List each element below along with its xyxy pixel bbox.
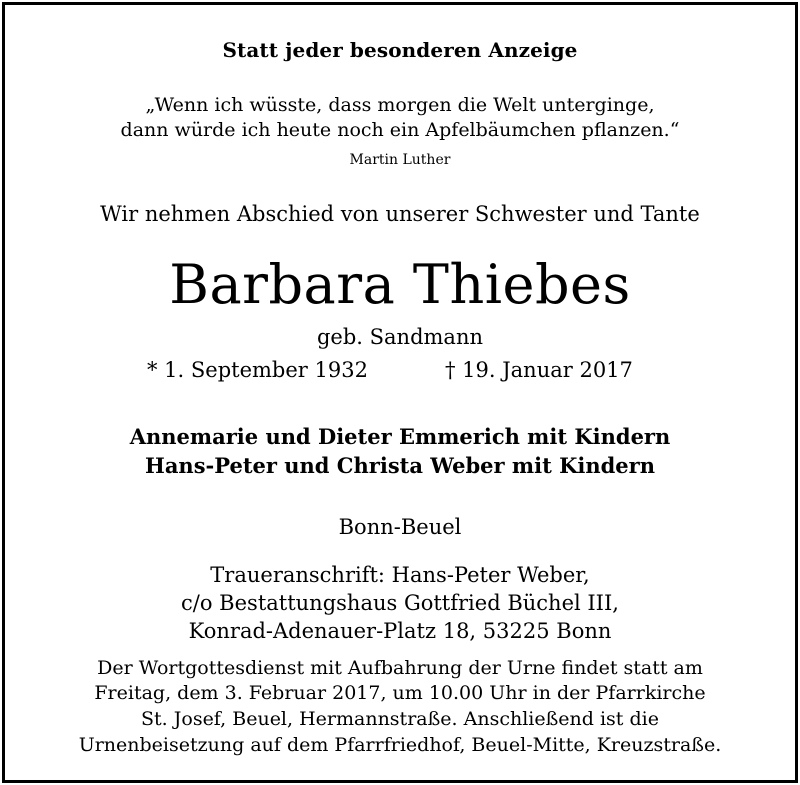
place-name: Bonn-Beuel: [338, 515, 462, 539]
birth-date: * 1. September 1932: [147, 358, 368, 382]
service-info-line: St. Josef, Beuel, Hermannstraße. Anschließend ist die: [141, 708, 659, 730]
birth-name: geb. Sandmann: [316, 325, 484, 349]
service-info-line: Freitag, dem 3. Februar 2017, um 10.00 Uhr in der Pfarrkirche: [94, 682, 706, 704]
deceased-name: Barbara Thiebes: [169, 253, 631, 316]
mourner-line: Hans-Peter und Christa Weber mit Kindern: [144, 453, 655, 478]
address-line: c/o Bestattungshaus Gottfried Büchel III,: [181, 591, 619, 615]
quote-line-1: „Wenn ich wüsste, dass morgen die Welt unterginge,: [145, 94, 655, 116]
service-info-line: Urnenbeisetzung auf dem Pfarrfriedhof, Beuel-Mitte, Kreuzstraße.: [78, 734, 722, 756]
address-line: Konrad-Adenauer-Platz 18, 53225 Bonn: [188, 619, 612, 643]
death-date: † 19. Januar 2017: [445, 358, 633, 382]
quote-line-2: dann würde ich heute noch ein Apfelbäumchen pflanzen.“: [120, 119, 680, 141]
address-line: Traueranschrift: Hans-Peter Weber,: [210, 563, 590, 587]
mourner-line: Annemarie und Dieter Emmerich mit Kindern: [129, 424, 671, 449]
notice-heading: Statt jeder besonderen Anzeige: [222, 38, 578, 62]
service-info-line: Der Wortgottesdienst mit Aufbahrung der Urne findet statt am: [97, 657, 703, 679]
quote-author: Martin Luther: [349, 152, 451, 168]
notice-frame: [2, 2, 798, 783]
intro-text: Wir nehmen Abschied von unserer Schwester und Tante: [100, 202, 700, 226]
